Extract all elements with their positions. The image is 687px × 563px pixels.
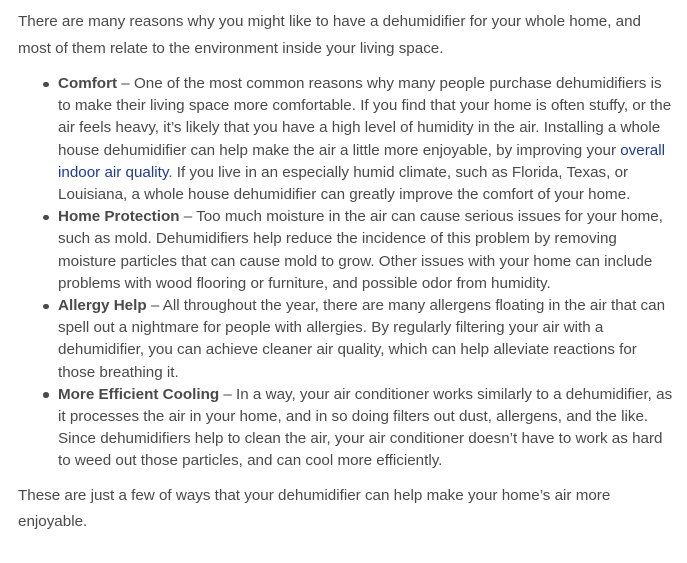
list-item-text: One of the most common reasons why many people purchase dehumidifiers is to make their living space more comfortable. If you find that your home is often stuffy, or the air feels heavy, it’s likely that you have a high level of humidity in the air. Installing a whole house dehumidifier can help make the air a little more enjoyable, by improving your (58, 75, 672, 159)
list-item-title: More Efficient Cooling (58, 385, 220, 403)
indoor-air-quality-link[interactable]: overall indoor air quality (58, 141, 665, 181)
list-item-title: Home Protection (58, 208, 180, 226)
list-item-text: Too much moisture in the air can cause serious issues for your home, such as mold. Dehumidifiers help reduce the incidence of this problem by removing moisture particles that can cause mold to grow. Other issues with your home can include problems with wood flooring or furniture, and possible odor from humidity. (58, 208, 663, 292)
list-item-separator: – (179, 208, 197, 226)
list-item-allergy-help (58, 295, 673, 384)
outro-paragraph: These are just a few of ways that your dehumidifier can help make your home’s air more enjoyable. (18, 486, 611, 531)
list-item-home-protection (58, 206, 673, 295)
list-item-separator: – (146, 297, 163, 315)
list-item-title: Comfort (58, 75, 118, 92)
list-item-text: . If you live in an especially humid climate, such as Florida, Texas, or Louisiana, a whole house dehumidifier can greatly improve the comfort of your home. (58, 163, 631, 204)
list-item-text: All throughout the year, there are many allergens floating in the air that can spell out a nightmare for people with allergies. By regularly filtering your air with a dehumidifier, you can achieve cleaner air quality, which can help alleviate reactions for those breathing it. (58, 297, 666, 381)
list-item-efficient-cooling (58, 384, 673, 473)
intro-paragraph: There are many reasons why you might like to have a dehumidifier for your whole home, and most of them relate to the environment inside your living space. (18, 13, 642, 57)
list-item-comfort (58, 73, 673, 206)
reasons-list (18, 73, 673, 473)
list-item-separator: – (117, 75, 134, 92)
list-item-title: Allergy Help (58, 297, 147, 315)
list-item-text: In a way, your air conditioner works similarly to a dehumidifier, as it processes the air in your home, and in so doing filters out dust, allergens, and the like. Since dehumidifiers help to clean the air, your air conditioner doesn’t have to work as hard to weed out those particles, and can cool more efficiently. (58, 385, 673, 470)
list-item-separator: – (219, 385, 237, 403)
